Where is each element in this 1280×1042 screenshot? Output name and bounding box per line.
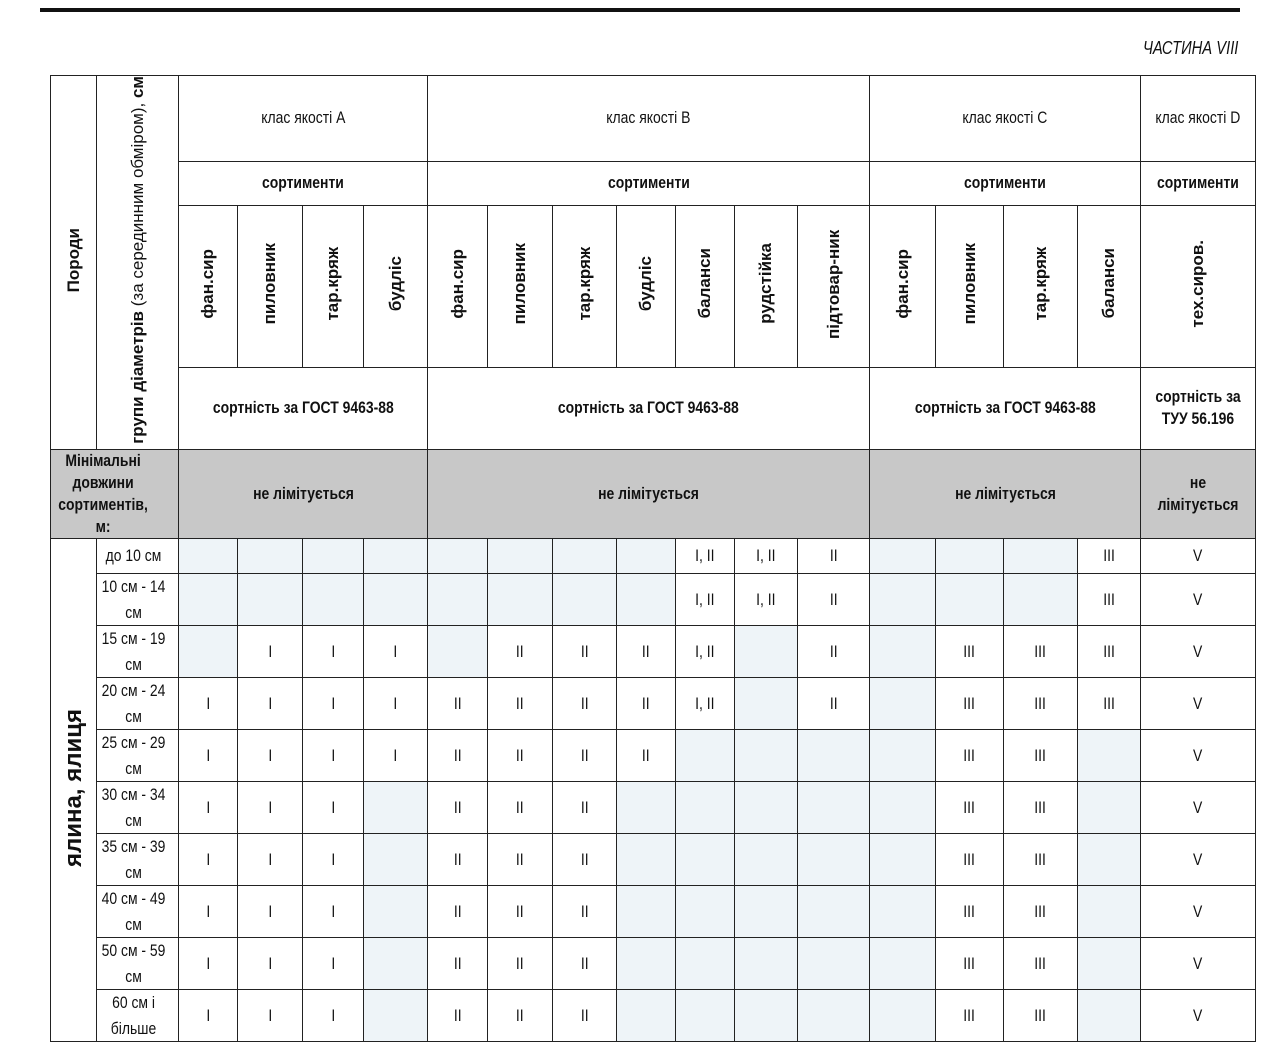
grade-cell <box>428 626 488 678</box>
grade-cell <box>1078 834 1141 886</box>
grade-cell: III <box>1004 834 1078 886</box>
grade-cell: I <box>303 782 364 834</box>
grade-cell: V <box>1141 938 1256 990</box>
grade-cell: V <box>1141 834 1256 886</box>
assortment-b-1: пиловник <box>488 205 553 367</box>
grade-cell <box>1078 938 1141 990</box>
grade-cell: I, II <box>735 574 798 626</box>
assortment-a-2: тар.кряж <box>303 205 364 367</box>
grade-cell: III <box>1004 938 1078 990</box>
grade-cell: II <box>553 626 617 678</box>
table-row <box>51 886 1256 938</box>
grade-cell: II <box>488 678 553 730</box>
grade-cell <box>488 539 553 574</box>
class-a-header: клас якості А <box>179 76 428 162</box>
grade-cell: III <box>936 834 1004 886</box>
grade-cell: V <box>1141 678 1256 730</box>
grade-cell <box>870 574 936 626</box>
grade-cell: III <box>1004 886 1078 938</box>
grade-cell: II <box>488 782 553 834</box>
min-length-label: Мінімальні довжини сортиментів, м: <box>51 449 179 538</box>
grade-cell: I <box>179 834 238 886</box>
grade-cell: III <box>936 730 1004 782</box>
grade-cell <box>364 574 428 626</box>
grade-cell: V <box>1141 539 1256 574</box>
grade-cell <box>735 938 798 990</box>
grade-cell <box>1078 782 1141 834</box>
part-label: ЧАСТИНА VIII <box>1142 38 1238 58</box>
grade-cell <box>364 886 428 938</box>
grade-cell: I <box>303 990 364 1042</box>
grade-cell <box>870 990 936 1042</box>
assortment-b-6: підтовар-ник <box>798 205 870 367</box>
grade-cell: II <box>428 990 488 1042</box>
grade-cell <box>303 539 364 574</box>
grade-cell <box>1004 539 1078 574</box>
grade-cell: III <box>936 990 1004 1042</box>
table-row <box>51 574 1256 626</box>
grade-cell: I, II <box>676 574 735 626</box>
min-length-c: не лімітується <box>870 449 1141 538</box>
class-d-header: клас якості D <box>1141 76 1256 162</box>
grade-cell: V <box>1141 990 1256 1042</box>
grade-cell: I <box>364 626 428 678</box>
grade-cell <box>870 938 936 990</box>
grade-cell <box>364 539 428 574</box>
grade-cell <box>870 782 936 834</box>
grade-cell: I <box>303 626 364 678</box>
grade-cell <box>735 886 798 938</box>
grade-cell: V <box>1141 782 1256 834</box>
grade-cell: I <box>364 730 428 782</box>
table-row <box>51 730 1256 782</box>
table-row <box>51 938 1256 990</box>
grade-cell <box>735 626 798 678</box>
grade-cell <box>735 678 798 730</box>
grade-cell: I <box>303 834 364 886</box>
grade-cell: I <box>179 938 238 990</box>
grade-cell: II <box>553 886 617 938</box>
grade-cell: III <box>1078 574 1141 626</box>
grade-cell: I <box>303 886 364 938</box>
grade-cell <box>936 539 1004 574</box>
grade-cell <box>798 782 870 834</box>
table-row <box>51 990 1256 1042</box>
grade-cell <box>303 574 364 626</box>
assortment-b-2: тар.кряж <box>553 205 617 367</box>
assortment-a-3: будліс <box>364 205 428 367</box>
grade-cell: I <box>238 782 303 834</box>
grade-cell <box>870 730 936 782</box>
grade-cell: I <box>303 678 364 730</box>
grade-cell <box>798 834 870 886</box>
grade-cell: II <box>488 730 553 782</box>
grade-cell: II <box>617 678 676 730</box>
grade-cell: I <box>238 990 303 1042</box>
grade-cell: III <box>1004 990 1078 1042</box>
grade-cell: II <box>553 938 617 990</box>
grade-cell: III <box>1078 678 1141 730</box>
grade-cell: II <box>488 990 553 1042</box>
diameter-group-cell: 25 см - 29 см <box>97 730 179 782</box>
diameter-group-cell: 30 см - 34 см <box>97 782 179 834</box>
grade-cell: I <box>238 886 303 938</box>
grade-cell <box>735 782 798 834</box>
grade-cell <box>798 938 870 990</box>
top-rule <box>40 8 1240 12</box>
assortment-b-4: баланси <box>676 205 735 367</box>
grade-cell <box>179 626 238 678</box>
grade-cell <box>798 886 870 938</box>
assortment-b-0: фан.сир <box>428 205 488 367</box>
diameter-group-cell: 35 см - 39 см <box>97 834 179 886</box>
grade-cell: II <box>428 730 488 782</box>
grade-cell <box>870 678 936 730</box>
grade-cell: II <box>553 730 617 782</box>
grade-cell <box>870 886 936 938</box>
grade-cell: II <box>428 886 488 938</box>
grade-cell: II <box>798 539 870 574</box>
grade-cell <box>798 990 870 1042</box>
min-length-b: не лімітується <box>428 449 870 538</box>
grade-cell <box>735 730 798 782</box>
diameter-group-cell: 20 см - 24 см <box>97 678 179 730</box>
grade-cell: III <box>936 626 1004 678</box>
grade-cell <box>870 626 936 678</box>
grade-cell <box>617 990 676 1042</box>
grade-gost-b: сортність за ГОСТ 9463-88 <box>428 367 870 449</box>
grade-cell: II <box>553 990 617 1042</box>
grade-cell: III <box>1078 626 1141 678</box>
grade-cell <box>676 782 735 834</box>
grade-cell: V <box>1141 730 1256 782</box>
grade-cell: I <box>364 678 428 730</box>
diameter-group-cell: 40 см - 49 см <box>97 886 179 938</box>
grade-cell: V <box>1141 626 1256 678</box>
assortment-c-3: баланси <box>1078 205 1141 367</box>
grade-cell: II <box>553 678 617 730</box>
grade-cell: III <box>936 886 1004 938</box>
grade-cell <box>179 574 238 626</box>
grade-cell <box>870 834 936 886</box>
grade-cell <box>428 539 488 574</box>
assortment-b-3: будліс <box>617 205 676 367</box>
grade-cell <box>364 782 428 834</box>
grade-cell: II <box>488 626 553 678</box>
table-row <box>51 782 1256 834</box>
species-cell: ялина, ялиця <box>51 539 97 1042</box>
grade-cell <box>676 730 735 782</box>
grade-cell <box>428 574 488 626</box>
grade-cell <box>676 886 735 938</box>
grade-cell: II <box>553 834 617 886</box>
grade-cell <box>1078 730 1141 782</box>
table-row <box>51 834 1256 886</box>
sortiments-b: сортименти <box>428 161 870 205</box>
grade-cell <box>735 990 798 1042</box>
grade-cell: II <box>428 834 488 886</box>
grade-cell: II <box>617 626 676 678</box>
grade-cell: II <box>798 574 870 626</box>
sortiments-d: сортименти <box>1141 161 1256 205</box>
grade-cell: II <box>428 938 488 990</box>
grade-cell <box>364 990 428 1042</box>
diameter-group-cell: 50 см - 59 см <box>97 938 179 990</box>
grade-cell <box>553 574 617 626</box>
diameter-group-cell: 15 см - 19 см <box>97 626 179 678</box>
assortment-a-0: фан.сир <box>179 205 238 367</box>
grade-cell: I, II <box>676 539 735 574</box>
grade-cell <box>238 539 303 574</box>
min-length-a: не лімітується <box>179 449 428 538</box>
assortment-a-1: пиловник <box>238 205 303 367</box>
grade-cell <box>617 834 676 886</box>
grade-cell <box>617 574 676 626</box>
diameter-group-header: групи діаметрів (за серединним обміром), см <box>97 76 179 450</box>
assortment-d-0: тех.сиров. <box>1141 205 1256 367</box>
grade-cell: I <box>238 938 303 990</box>
grade-cell <box>870 539 936 574</box>
grade-cell: I <box>179 678 238 730</box>
diameter-group-cell: 10 см - 14 см <box>97 574 179 626</box>
grade-cell: V <box>1141 574 1256 626</box>
assortment-c-1: пиловник <box>936 205 1004 367</box>
assortment-c-2: тар.кряж <box>1004 205 1078 367</box>
grade-cell <box>617 886 676 938</box>
grade-cell: I <box>238 730 303 782</box>
grade-cell: I <box>179 990 238 1042</box>
grade-cell: II <box>488 834 553 886</box>
grade-cell <box>735 834 798 886</box>
grade-cell <box>238 574 303 626</box>
grade-cell: II <box>798 678 870 730</box>
grade-cell <box>179 539 238 574</box>
grade-cell <box>936 574 1004 626</box>
grade-cell: III <box>1004 782 1078 834</box>
assortment-c-0: фан.сир <box>870 205 936 367</box>
grade-cell: II <box>798 626 870 678</box>
grade-cell: II <box>617 730 676 782</box>
grade-cell: I <box>179 886 238 938</box>
grade-cell <box>364 834 428 886</box>
grade-cell: I <box>238 834 303 886</box>
grade-cell: I <box>238 626 303 678</box>
grade-cell: III <box>936 938 1004 990</box>
table-row <box>51 678 1256 730</box>
grade-cell: II <box>428 782 488 834</box>
sortiments-c: сортименти <box>870 161 1141 205</box>
class-b-header: клас якості В <box>428 76 870 162</box>
grade-cell <box>1004 574 1078 626</box>
grade-cell: III <box>1004 626 1078 678</box>
grade-cell: I <box>303 730 364 782</box>
grade-tuu-d: сортність за ТУУ 56.196 <box>1141 367 1256 449</box>
grade-cell: III <box>936 678 1004 730</box>
grade-cell: III <box>1078 539 1141 574</box>
grade-cell: II <box>428 678 488 730</box>
table-row <box>51 539 1256 574</box>
grade-cell: I <box>179 782 238 834</box>
grade-cell: I <box>238 678 303 730</box>
grade-cell <box>1078 886 1141 938</box>
assortment-b-5: рудстійка <box>735 205 798 367</box>
diameter-group-cell: 60 см і більше <box>97 990 179 1042</box>
grade-cell: III <box>1004 678 1078 730</box>
grade-cell <box>364 938 428 990</box>
grade-cell: I, II <box>735 539 798 574</box>
grade-gost-c: сортність за ГОСТ 9463-88 <box>870 367 1141 449</box>
grade-cell: I <box>179 730 238 782</box>
class-c-header: клас якості С <box>870 76 1141 162</box>
grade-cell <box>617 782 676 834</box>
species-header: Породи <box>51 76 97 450</box>
table-row <box>51 626 1256 678</box>
grade-cell <box>676 938 735 990</box>
grade-cell <box>617 539 676 574</box>
assortment-grade-table <box>50 75 1256 1042</box>
grade-cell <box>488 574 553 626</box>
min-length-d: не лімітується <box>1141 449 1256 538</box>
grade-cell: III <box>936 782 1004 834</box>
grade-cell: II <box>488 886 553 938</box>
sortiments-a: сортименти <box>179 161 428 205</box>
grade-cell: II <box>553 782 617 834</box>
grade-cell: I, II <box>676 626 735 678</box>
grade-cell <box>798 730 870 782</box>
grade-cell: II <box>488 938 553 990</box>
grade-cell: V <box>1141 886 1256 938</box>
grade-cell <box>676 990 735 1042</box>
grade-cell <box>553 539 617 574</box>
grade-cell: III <box>1004 730 1078 782</box>
grade-cell <box>617 938 676 990</box>
grade-cell <box>676 834 735 886</box>
grade-gost-a: сортність за ГОСТ 9463-88 <box>179 367 428 449</box>
diameter-group-cell: до 10 см <box>97 539 179 574</box>
grade-cell: I <box>303 938 364 990</box>
grade-cell <box>1078 990 1141 1042</box>
grade-cell: I, II <box>676 678 735 730</box>
